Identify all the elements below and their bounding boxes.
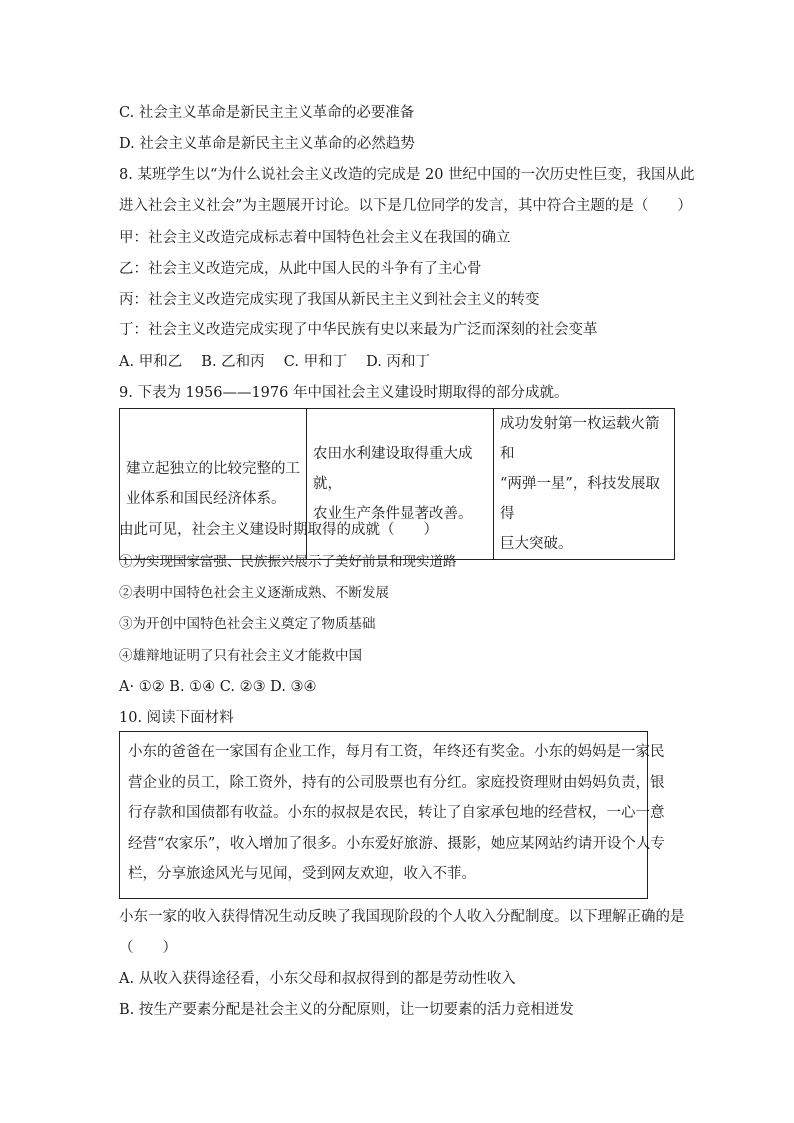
q10-material-box: [119, 731, 665, 899]
q8-stem-line1: 8. 某班学生以“为什么说社会主义改造的完成是 20 世纪中国的一次历史性巨变，我国从此: [119, 167, 695, 183]
q8-statement-bing: 丙：社会主义改造完成实现了我国从新民主主义到社会主义的转变: [119, 292, 540, 308]
q9-item-3: ③为开创中国特色社会主义奠定了物质基础: [119, 616, 376, 632]
q10-option-b: B. 按生产要素分配是社会主义的分配原则，让一切要素的活力竞相迸发: [119, 1002, 574, 1018]
q9-stem: 9. 下表为 1956——1976 年中国社会主义建设时期取得的部分成就。: [119, 385, 569, 401]
q8-statement-ding: 丁：社会主义改造完成实现了中华民族有史以来最为广泛而深刻的社会变革: [119, 322, 598, 338]
material-line: 经营“农家乐”，收入增加了很多。小东爱好旅游、摄影，她应某网站约请开设个人专: [128, 835, 665, 852]
q7-option-d: D. 社会主义革命是新民主主义革命的必然趋势: [119, 136, 415, 152]
q8-stem-line2: 进入社会主义社会”为主题展开讨论。以下是几位同学的发言，其中符合主题的是（ ）: [119, 198, 692, 214]
q10-question-line1: 小东一家的收入获得情况生动反映了我国现阶段的个人收入分配制度。以下理解正确的是: [119, 909, 685, 925]
q9-item-2: ②表明中国特色社会主义逐渐成熟、不断发展: [119, 585, 389, 601]
table-cell-technology: 成功发射第一枚运载火箭和 “两弹一星”，科技发展取得 巨大突破。: [494, 409, 675, 560]
q8-options: A. 甲和乙 B. 乙和丙 C. 甲和丁 D. 丙和丁: [119, 354, 431, 370]
material-line: 营企业的员工，除工资外，持有的公司股票也有分红。家庭投资理财由妈妈负责，银: [128, 774, 665, 791]
material-line: 栏，分享旅途风光与见闻，受到网友欢迎，收入不菲。: [128, 866, 476, 882]
material-line: 行存款和国债都有收益。小东的叔叔是农民，转让了自家承包地的经营权，一心一意: [128, 805, 665, 821]
q9-question: 由此可见，社会主义建设时期取得的成就（ ）: [119, 522, 438, 538]
q10-stem: 10. 阅读下面材料: [119, 710, 234, 726]
material-line: 小东的爸爸在一家国有企业工作，每月有工资，年终还有奖金。小东的妈妈是一家民: [128, 744, 665, 760]
table-cell-industry: 建立起独立的比较完整的工 业体系和国民经济体系。: [120, 409, 307, 560]
q9-item-1: ①为实现国家富强、民族振兴展示了美好前景和现实道路: [119, 554, 457, 570]
q8-statement-jia: 甲：社会主义改造完成标志着中国特色社会主义在我国的确立: [119, 230, 511, 246]
q7-option-c: C. 社会主义革命是新民主主义革命的必要准备: [119, 105, 415, 121]
q10-question-line2: （ ）: [119, 940, 177, 956]
q9-item-4: ④雄辩地证明了只有社会主义才能救中国: [119, 648, 362, 664]
q8-statement-yi: 乙：社会主义改造完成，从此中国人民的斗争有了主心骨: [119, 261, 482, 277]
q10-option-a: A. 从收入获得途径看，小东父母和叔叔得到的都是劳动性收入: [119, 971, 516, 987]
q9-options: A· ①② B. ①④ C. ②③ D. ③④: [119, 679, 317, 695]
table-cell-agriculture: 农田水利建设取得重大成就， 农业生产条件显著改善。: [307, 409, 494, 560]
